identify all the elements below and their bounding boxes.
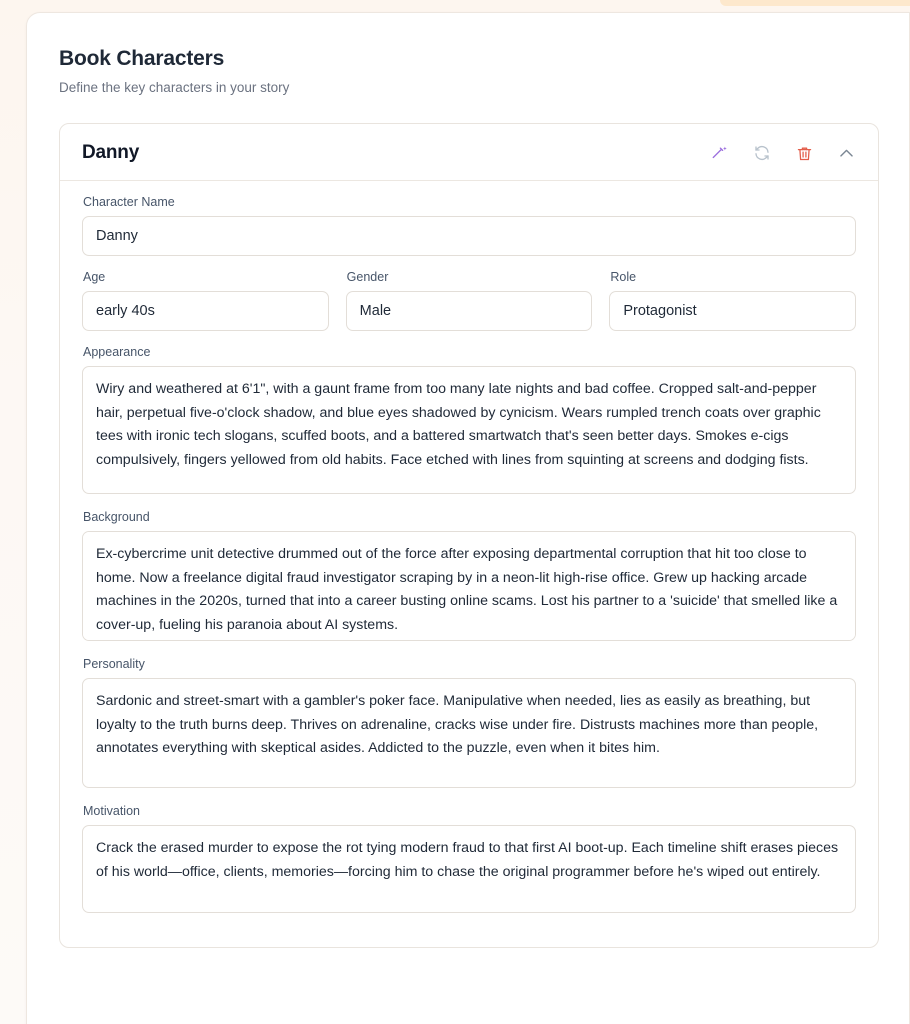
character-card	[59, 123, 879, 948]
age-input[interactable]	[82, 291, 329, 331]
field-background	[82, 510, 856, 641]
field-personality	[82, 657, 856, 788]
field-appearance	[82, 345, 856, 494]
character-card-header	[60, 124, 878, 181]
background-textarea[interactable]	[82, 531, 856, 641]
field-motivation	[82, 804, 856, 913]
field-character-name	[82, 195, 856, 256]
page-subtitle: Define the key characters in your story	[59, 80, 290, 95]
motivation-label: Motivation	[83, 804, 140, 818]
personality-label: Personality	[83, 657, 145, 671]
appearance-label: Appearance	[83, 345, 151, 359]
page-title: Book Characters	[59, 47, 225, 70]
gender-label: Gender	[346, 270, 389, 284]
refresh-icon[interactable]	[752, 143, 772, 163]
magic-wand-icon[interactable]	[710, 143, 730, 163]
character-name-label: Character Name	[83, 195, 175, 209]
field-role	[609, 270, 856, 331]
content-card	[26, 12, 910, 1024]
attributes-row	[82, 270, 856, 331]
background-label: Background	[83, 510, 150, 524]
chevron-up-icon[interactable]	[836, 143, 856, 163]
field-age	[82, 270, 329, 331]
age-label: Age	[83, 270, 106, 284]
gender-input[interactable]	[346, 291, 593, 331]
character-header-actions	[710, 143, 856, 163]
appearance-textarea[interactable]	[82, 366, 856, 494]
character-form	[60, 181, 878, 947]
trash-icon[interactable]	[794, 143, 814, 163]
character-header-name: Danny	[82, 142, 140, 163]
motivation-textarea[interactable]	[82, 825, 856, 913]
character-name-input[interactable]	[82, 216, 856, 256]
field-gender	[346, 270, 593, 331]
top-accent-bar	[720, 0, 910, 6]
role-label: Role	[610, 270, 637, 284]
role-input[interactable]	[609, 291, 856, 331]
personality-textarea[interactable]	[82, 678, 856, 788]
